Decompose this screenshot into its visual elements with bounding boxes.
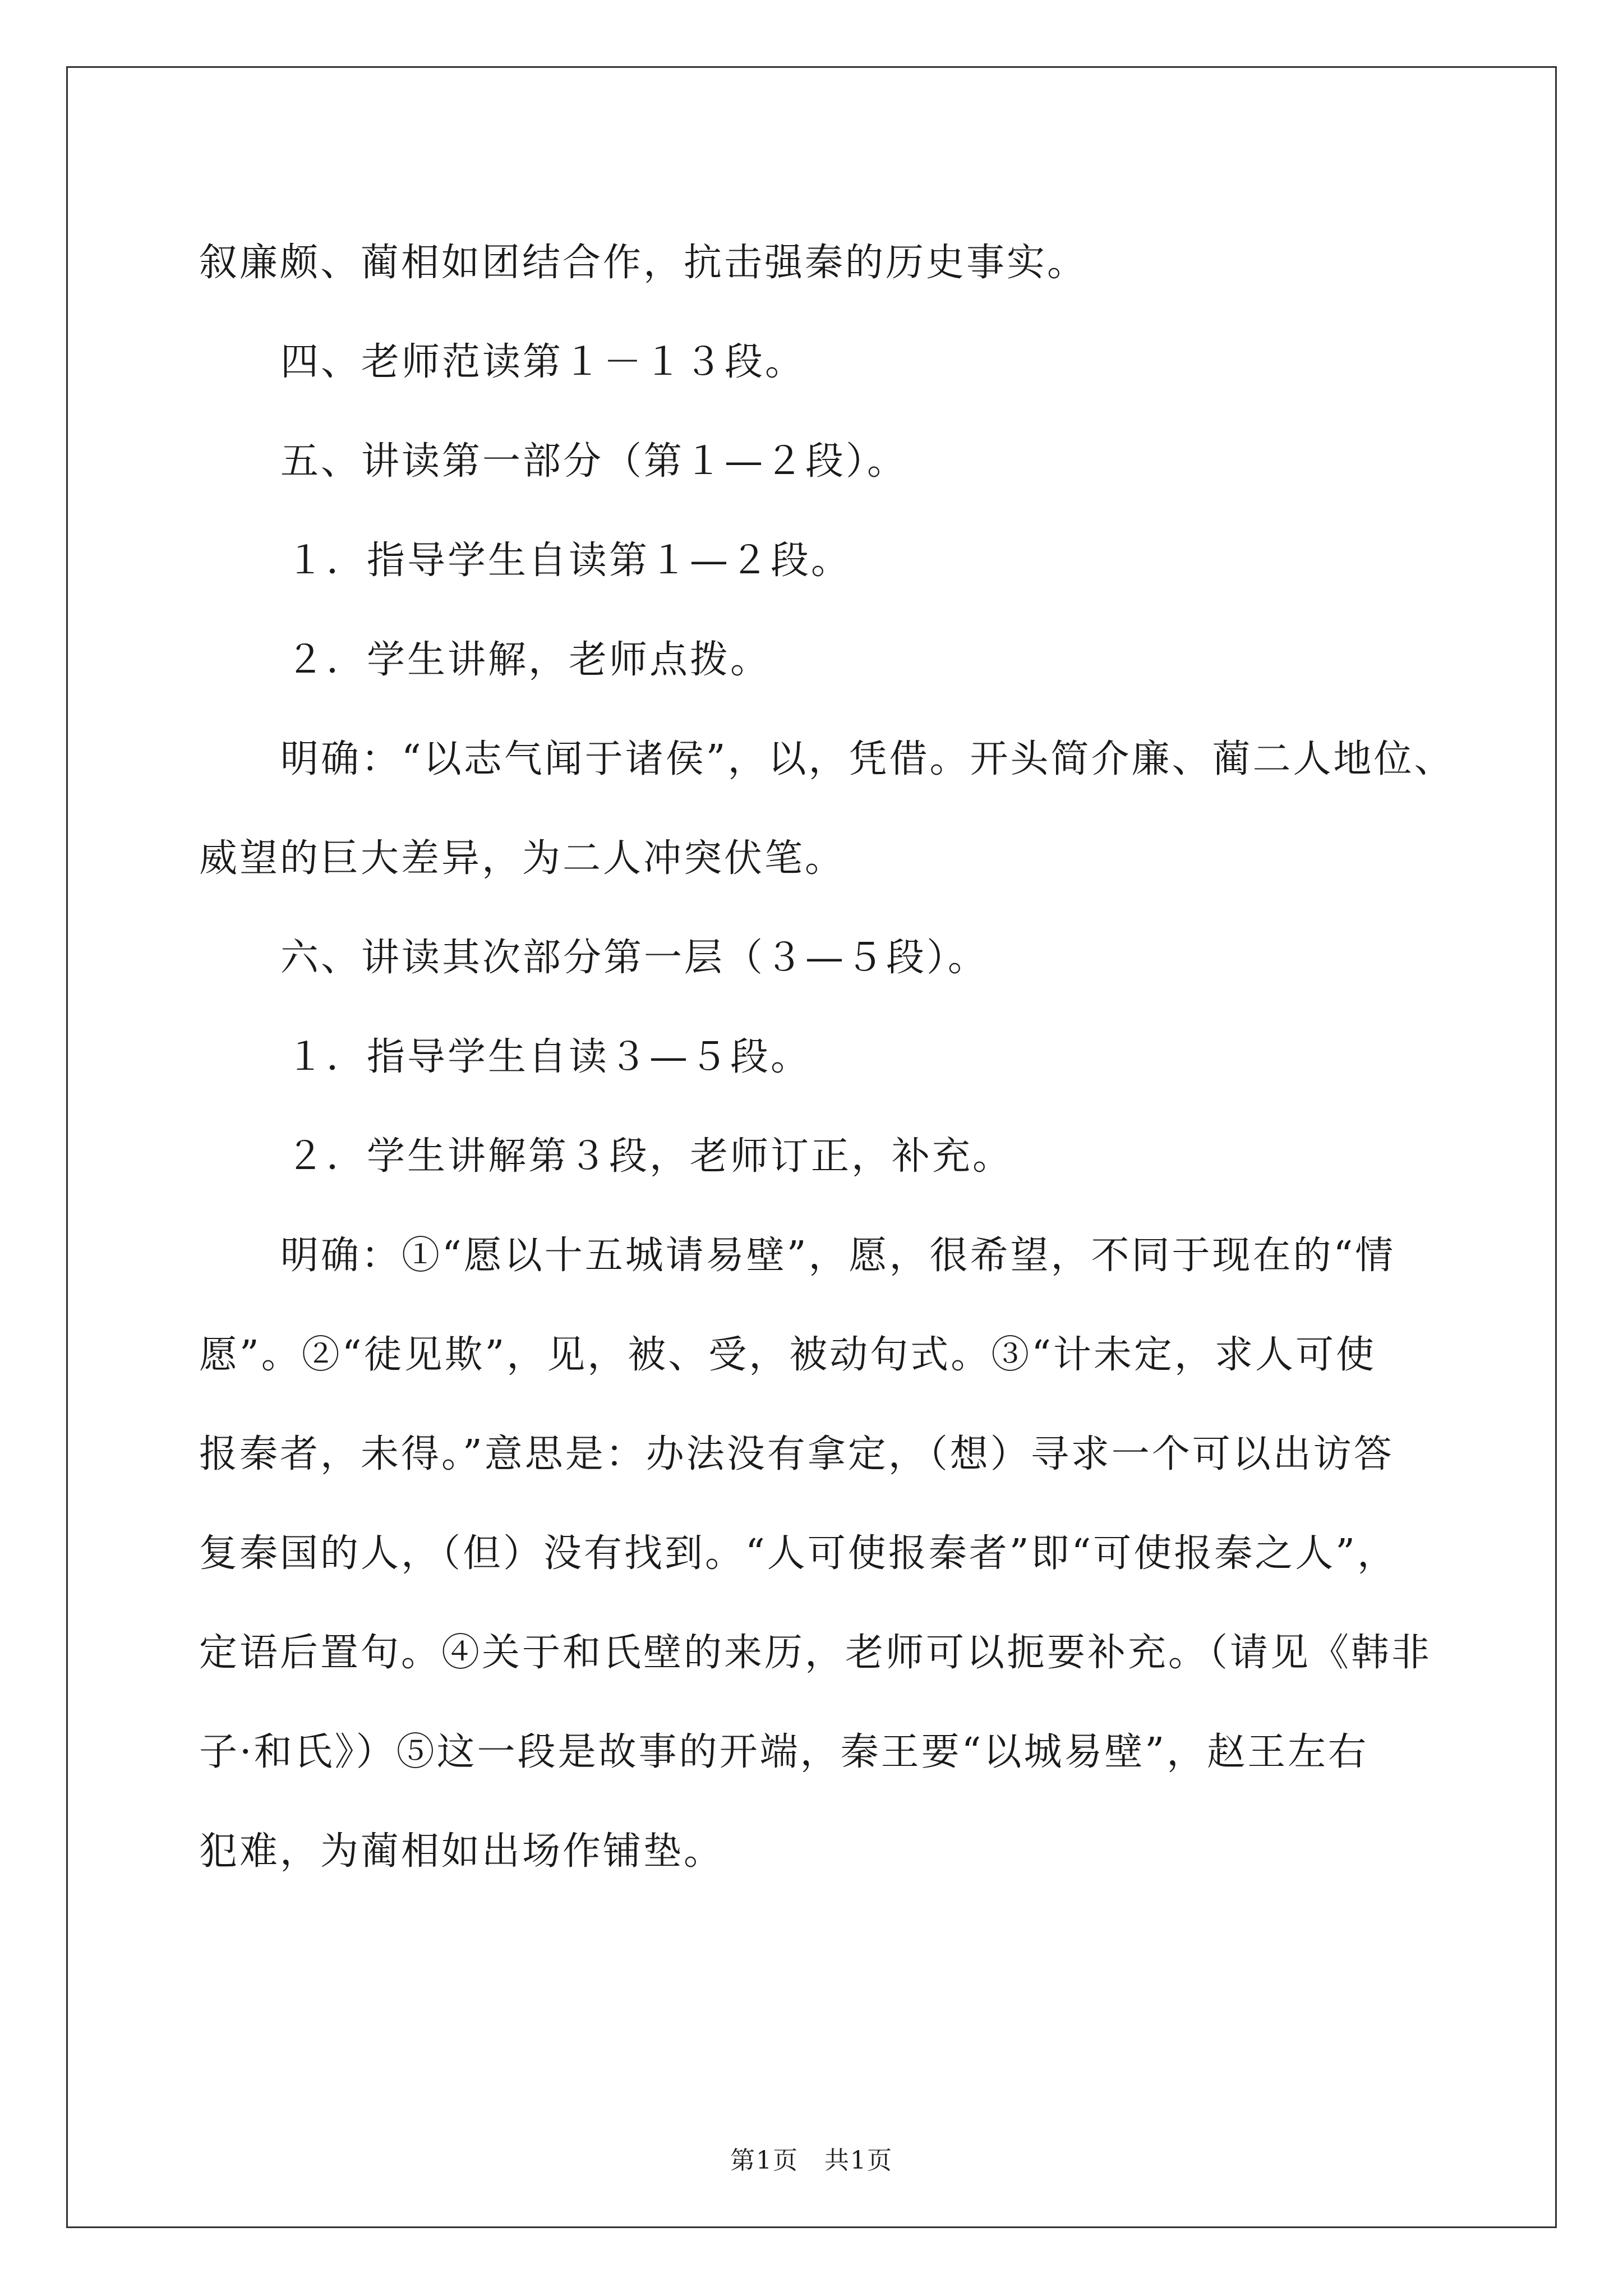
document-body xyxy=(199,213,1455,1901)
section-heading: 四、老师范读第１－１３段。 xyxy=(280,340,806,384)
text-line: 定语后置句。④关于和氏壁的来历，老师可以扼要补充。（请见《韩非 xyxy=(199,1631,1432,1675)
text-line: 复秦国的人，（但）没有找到。“人可使报秦者”即“可使报秦之人”， xyxy=(199,1531,1398,1576)
text-line: 犯难，为蔺相如出场作铺垫。 xyxy=(199,1829,725,1874)
text-line: 愿”。②“徒见欺”，见，被、受，被动句式。③“计未定，求人可使 xyxy=(199,1333,1377,1377)
list-item: １．指导学生自读第１—２段。 xyxy=(286,539,852,583)
list-item: １．指导学生自读３—５段。 xyxy=(286,1035,811,1079)
page-footer: 第1页 共1页 xyxy=(730,2146,893,2175)
text-line: 子·和氏》）⑤这一段是故事的开端，秦王要“以城易壁”，赵王左右 xyxy=(199,1730,1369,1774)
text-line: 叙廉颇、蔺相如团结合作，抗击强秦的历史事实。 xyxy=(199,241,1088,285)
list-item: ２．学生讲解第３段，老师订正，补充。 xyxy=(286,1134,1013,1179)
text-line: 明确：“以志气闻于诸侯”，以，凭借。开头简介廉、蔺二人地位、 xyxy=(280,737,1455,781)
text-line: 报秦者，未得。”意思是：办法没有拿定，（想）寻求一个可以出访答 xyxy=(199,1432,1394,1476)
text-line: 明确：①“愿以十五城请易壁”，愿，很希望，不同于现在的“情 xyxy=(280,1234,1396,1278)
section-heading: 六、讲读其次部分第一层（３—５段）。 xyxy=(280,936,989,980)
list-item: ２．学生讲解，老师点拨。 xyxy=(286,638,771,682)
section-heading: 五、讲读第一部分（第１—２段）。 xyxy=(280,439,908,484)
text-line: 威望的巨大差异，为二人冲突伏笔。 xyxy=(199,836,846,881)
